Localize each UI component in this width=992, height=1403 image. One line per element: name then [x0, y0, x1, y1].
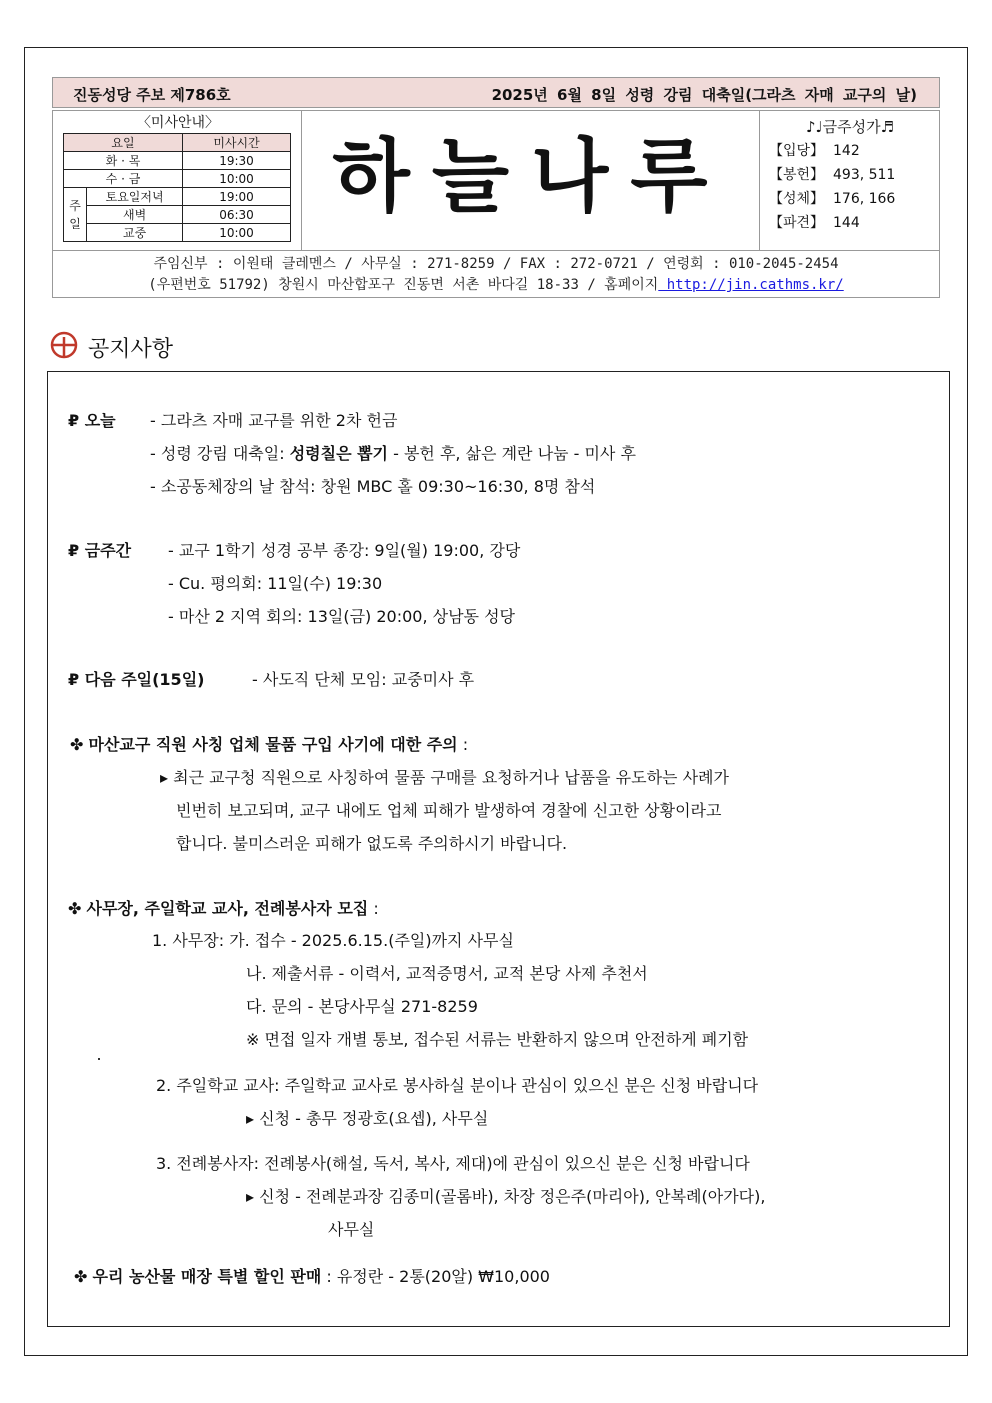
today-item: - 소공동체장의 날 참석: 창원 MBC 홀 09:30~16:30, 8명 참석 — [150, 477, 596, 496]
week-item: - 교구 1학기 성경 공부 종강: 9일(월) 19:00, 강당 — [168, 541, 521, 560]
col-day: 요일 — [64, 134, 183, 152]
fraud-heading: ✤ 마산교구 직원 사칭 업체 물품 구입 사기에 대한 주의 : — [70, 735, 469, 754]
sunday-label: 주 일 — [64, 188, 87, 242]
recruit-line: 2. 주일학교 교사: 주일학교 교사로 봉사하실 분이나 관심이 있으신 분은 신청 바랍니다 — [156, 1076, 759, 1095]
date-label: 2025년 6월 8일 성령 강림 대축일(그라츠 자매 교구의 날) — [491, 86, 917, 104]
masthead-title: 하늘나루 — [332, 130, 730, 223]
clover-icon: ✤ — [68, 899, 82, 918]
mass-guide-title: 〈미사안내〉 — [136, 115, 220, 131]
clover-icon: ✤ — [70, 735, 84, 754]
contact-line: 주임신부 : 이원태 클레멘스 / 사무실 : 271-8259 / FAX : 272-0721 / 연령회 : 010-2045-2454 — [153, 256, 839, 272]
bulletin-header — [52, 77, 940, 108]
stray-dot — [98, 1058, 100, 1060]
mass-table — [63, 133, 291, 242]
divider — [759, 111, 760, 250]
hymn-item — [765, 211, 935, 235]
mass-time: 10:00 — [183, 224, 291, 242]
today-item: - 그라츠 자매 교구를 위한 2차 헌금 — [150, 411, 398, 430]
week-label: ₽ 금주간 — [68, 541, 132, 560]
recruit-line: ※ 면접 일자 개별 통보, 접수된 서류는 반환하지 않으며 안전하게 폐기함 — [246, 1030, 749, 1049]
recruit-line: 1. 사무장: 가. 접수 - 2025.6.15.(주일)까지 사무실 — [152, 931, 514, 950]
masthead — [52, 110, 940, 251]
hymn-value: 142 — [833, 143, 860, 159]
homepage-link[interactable]: http://jin.cathms.kr/ — [658, 277, 844, 293]
divider — [301, 111, 302, 250]
recruit-line: 다. 문의 - 본당사무실 271-8259 — [246, 997, 478, 1016]
col-time: 미사시간 — [183, 134, 291, 152]
next-label: ₽ 다음 주일(15일) — [68, 670, 205, 689]
hymn-key: 【입당】 — [769, 143, 825, 159]
ruble-icon: ₽ — [68, 411, 80, 430]
farm-heading: ✤ 우리 농산물 매장 특별 할인 판매 : 유정란 - 2통(20알) ₩10,000 — [74, 1267, 550, 1286]
mass-guide — [63, 113, 293, 242]
hymn-value: 493, 511 — [833, 167, 896, 183]
hymn-title: ♪♩금주성가♬ — [805, 118, 895, 136]
mass-time: 10:00 — [183, 170, 291, 188]
recruit-line: 사무실 — [328, 1220, 375, 1239]
recruit-line: ▸ 신청 - 총무 정광호(요셉), 사무실 — [246, 1109, 489, 1128]
hymn-value: 176, 166 — [833, 191, 896, 207]
cross-circle-icon — [50, 331, 78, 369]
fraud-line: 빈번히 보고되며, 교구 내에도 업체 피해가 발생하여 경찰에 신고한 상황이라고 — [176, 801, 722, 820]
mass-day: 새벽 — [87, 206, 183, 224]
next-item: - 사도직 단체 모임: 교중미사 후 — [252, 670, 475, 689]
issue-label: 진동성당 주보 제786호 — [73, 86, 231, 104]
clover-icon: ✤ — [74, 1267, 88, 1286]
hymn-value: 144 — [833, 215, 860, 231]
hymn-list — [765, 115, 935, 235]
mass-day: 교중 — [87, 224, 183, 242]
hymn-key: 【파견】 — [769, 215, 825, 231]
week-item: - Cu. 평의회: 11일(수) 19:30 — [168, 574, 383, 593]
mass-day: 토요일저녁 — [87, 188, 183, 206]
mass-day: 화 · 목 — [64, 152, 183, 170]
hymn-key: 【성체】 — [769, 191, 825, 207]
contact-info — [52, 251, 940, 298]
notice-title: 공지사항 — [88, 337, 174, 362]
fraud-line: 합니다. 불미스러운 피해가 없도록 주의하시기 바랍니다. — [176, 834, 568, 853]
ruble-icon: ₽ — [68, 541, 80, 560]
address-text: (우편번호 51792) 창원시 마산합포구 진동면 서촌 바다길 18-33 / 홈페이지 — [148, 277, 659, 293]
fraud-line: ▸ 최근 교구청 직원으로 사칭하여 물품 구매를 요청하거나 납품을 유도하는 사례가 — [160, 768, 729, 787]
hymn-item — [765, 187, 935, 211]
mass-time: 06:30 — [183, 206, 291, 224]
mass-time: 19:30 — [183, 152, 291, 170]
hymn-item — [765, 139, 935, 163]
mass-day: 수 · 금 — [64, 170, 183, 188]
today-item: - 성령 강림 대축일: 성령칠은 뽑기 - 봉헌 후, 삶은 계란 나눔 - 미사 후 — [150, 444, 636, 463]
ruble-icon: ₽ — [68, 670, 80, 689]
mass-time: 19:00 — [183, 188, 291, 206]
recruit-line: 3. 전례봉사자: 전례봉사(해설, 독서, 복사, 제대)에 관심이 있으신 분은 신청 바랍니다 — [156, 1154, 750, 1173]
recruit-line: ▸ 신청 - 전례분과장 김종미(골롬바), 차장 정은주(마리아), 안복례(아가다), — [246, 1187, 766, 1206]
today-label: ₽ 오늘 — [68, 411, 116, 430]
recruit-line: 나. 제출서류 - 이력서, 교적증명서, 교적 본당 사제 추천서 — [246, 964, 648, 983]
hymn-key: 【봉헌】 — [769, 167, 825, 183]
hymn-item — [765, 163, 935, 187]
week-item: - 마산 2 지역 회의: 13일(금) 20:00, 상남동 성당 — [168, 607, 515, 626]
address-line — [53, 275, 939, 296]
recruit-heading: ✤ 사무장, 주일학교 교사, 전례봉사자 모집 : — [68, 899, 379, 918]
notice-heading — [50, 331, 173, 363]
